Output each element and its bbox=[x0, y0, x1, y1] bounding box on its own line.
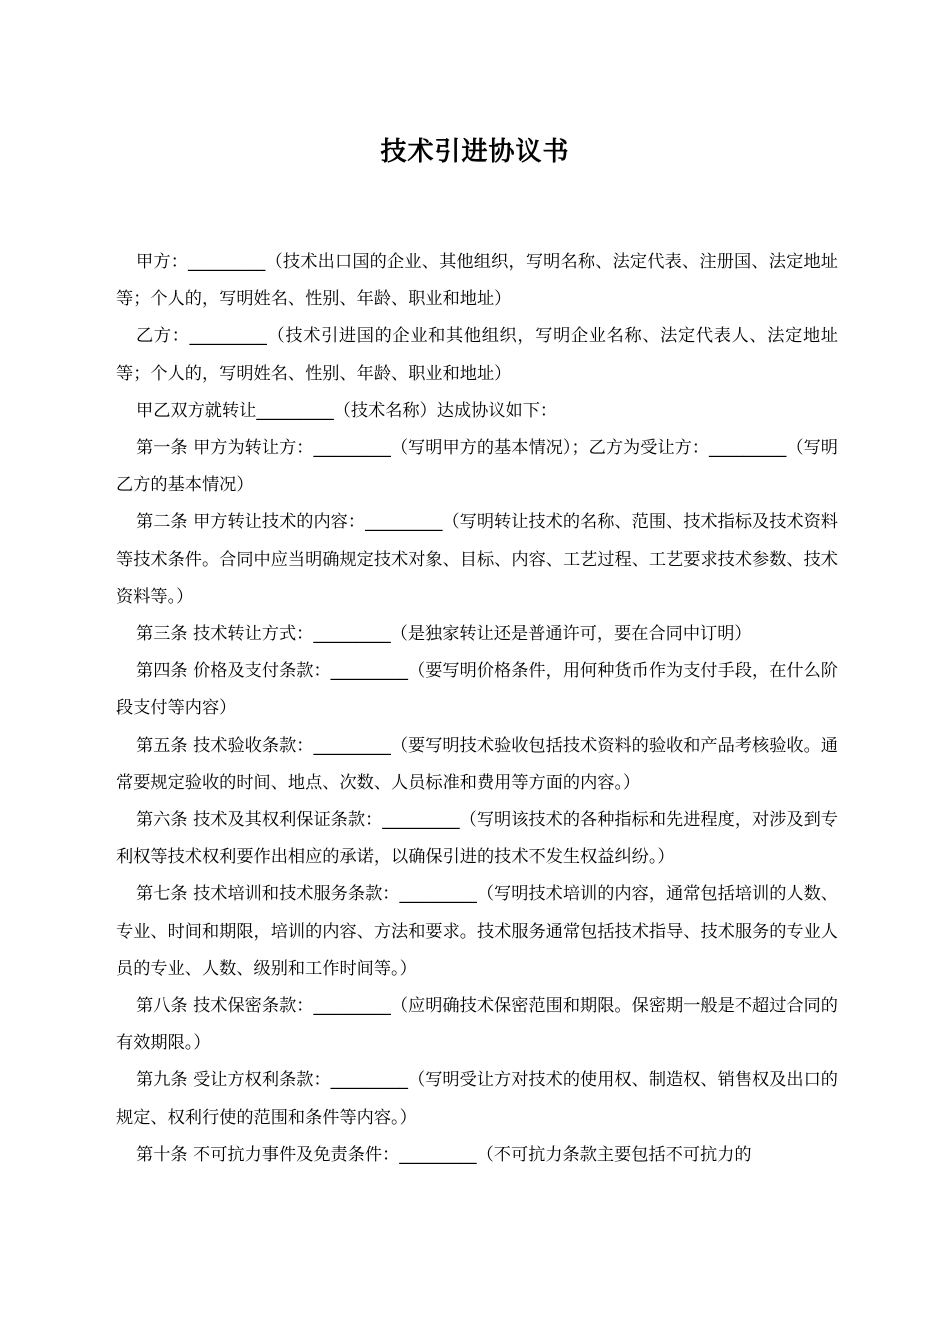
clause-6-paragraph: 第六条 技术及其权利保证条款：_________（写明该技术的各种指标和先进程度，对涉及到专利权等技术权利要作出相应的承诺，以确保引进的技术不发生权益纠纷。） bbox=[116, 810, 838, 868]
clause-5-paragraph: 第五条 技术验收条款：_________（要写明技术验收包括技术资料的验收和产品考核验收。通常要规定验收的时间、地点、次数、人员标准和费用等方面的内容。） bbox=[116, 735, 838, 793]
clause-4-paragraph: 第四条 价格及支付条款：_________（要写明价格条件，用何种货币作为支付手段，在什么阶段支付等内容） bbox=[116, 661, 838, 719]
clause-8-paragraph: 第八条 技术保密条款：_________（应明确技术保密范围和期限。保密期一般是不超过合同的有效期限。） bbox=[116, 996, 838, 1054]
clause-9-paragraph: 第九条 受让方权利条款：_________（写明受让方对技术的使用权、制造权、销售权及出口的规定、权利行使的范围和条件等内容。） bbox=[116, 1070, 838, 1128]
clause-1-paragraph: 第一条 甲方为转让方：_________（写明甲方的基本情况）；乙方为受让方：_________（写明乙方的基本情况） bbox=[116, 438, 838, 496]
party-a-paragraph: 甲方：_________（技术出口国的企业、其他组织，写明名称、法定代表、注册国、法定地址等；个人的，写明姓名、性别、年龄、职业和地址） bbox=[116, 252, 838, 310]
party-b-paragraph: 乙方：_________（技术引进国的企业和其他组织，写明企业名称、法定代表人、法定地址等；个人的，写明姓名、性别、年龄、职业和地址） bbox=[116, 326, 838, 384]
document-title: 技术引进协议书 bbox=[380, 137, 570, 167]
clause-2-paragraph: 第二条 甲方转让技术的内容：_________（写明转让技术的名称、范围、技术指标及技术资料等技术条件。合同中应当明确规定技术对象、目标、内容、工艺过程、工艺要求技术参数、技术资料等。） bbox=[116, 512, 838, 607]
clause-10-paragraph: 第十条 不可抗力事件及免责条件：_________（不可抗力条款主要包括不可抗力的 bbox=[136, 1144, 752, 1165]
clause-7-paragraph: 第七条 技术培训和技术服务条款：_________（写明技术培训的内容，通常包括培训的人数、专业、时间和期限，培训的内容、方法和要求。技术服务通常包括技术指导、技术服务的专业人员的专业、人数、级别和工作时间等。） bbox=[116, 884, 838, 979]
document-body bbox=[116, 244, 838, 1174]
agreement-intro-paragraph: 甲乙双方就转让_________（技术名称）达成协议如下： bbox=[136, 400, 558, 421]
clause-3-paragraph: 第三条 技术转让方式：_________（是独家转让还是普通许可，要在合同中订明） bbox=[136, 624, 752, 645]
